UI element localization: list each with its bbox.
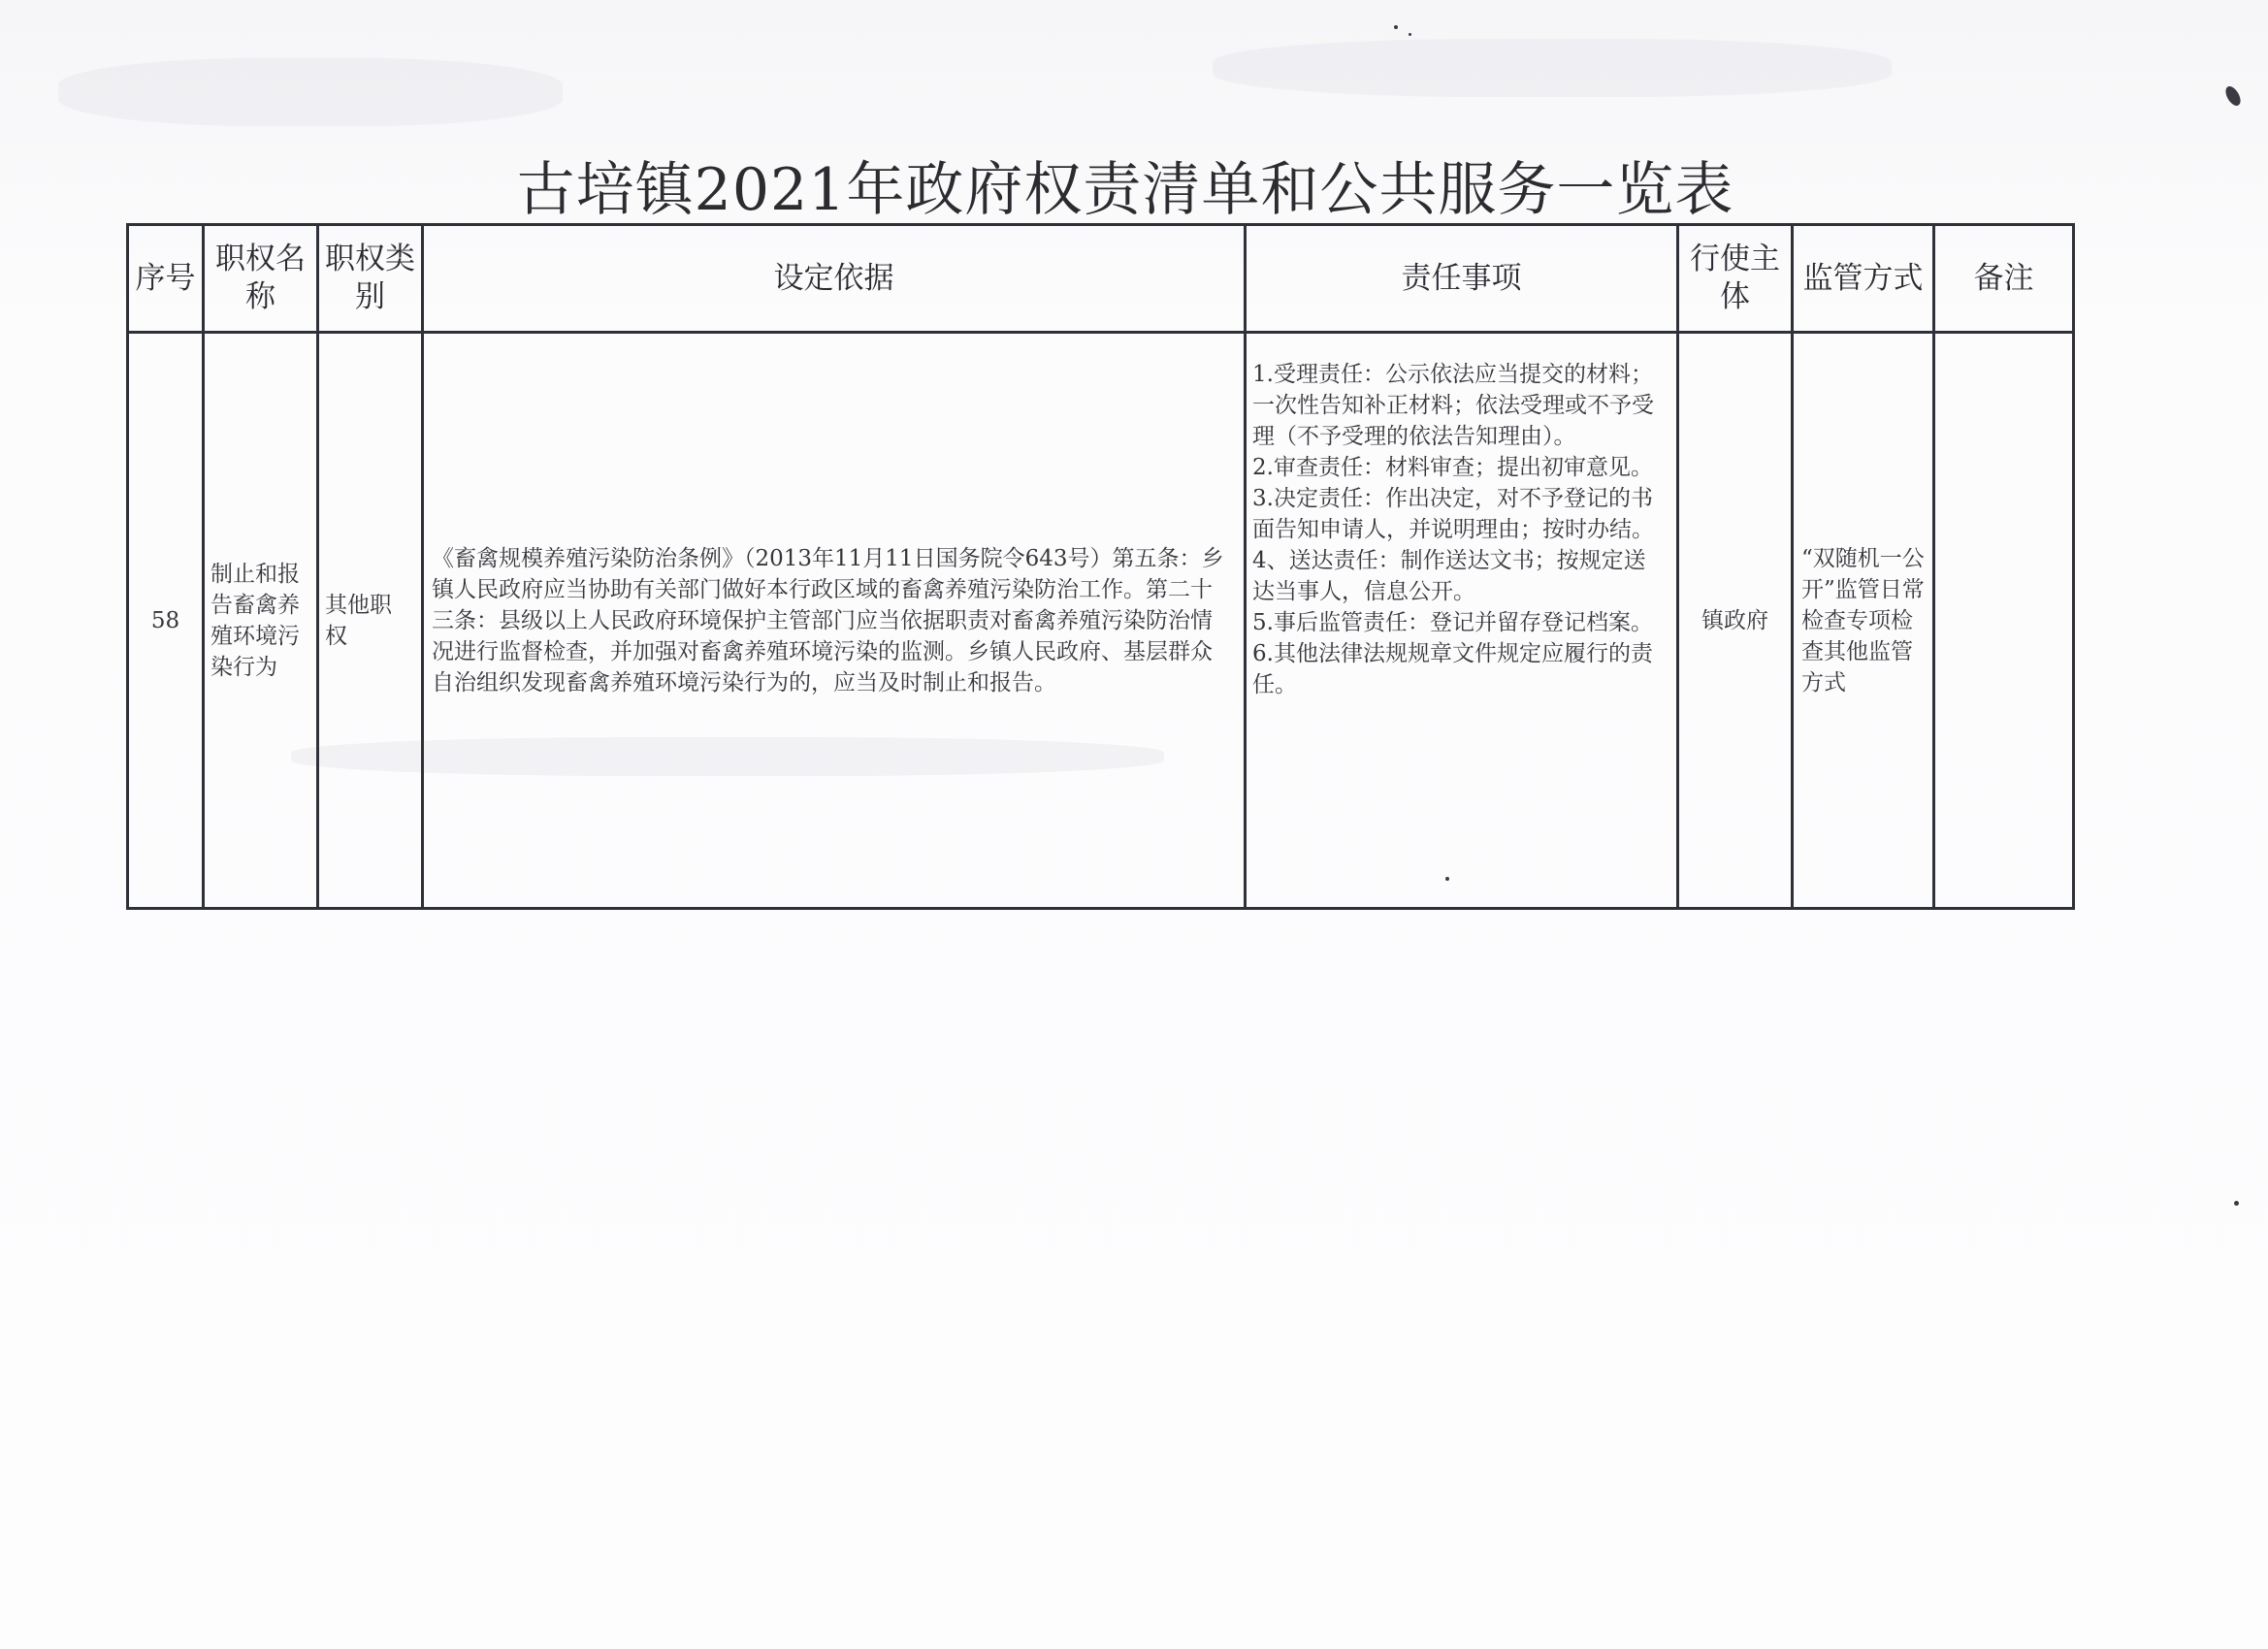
cell-name: 制止和报告畜禽养殖环境污染行为 xyxy=(204,333,318,909)
table-header-row xyxy=(128,225,2074,333)
cell-subject: 镇政府 xyxy=(1678,333,1793,909)
cell-remarks xyxy=(1934,333,2074,909)
cell-basis xyxy=(423,333,1246,909)
header-basis: 设定依据 xyxy=(423,225,1246,333)
header-supervision: 监管方式 xyxy=(1793,225,1934,333)
duty-item: 6.其他法律法规规章文件规定应履行的责任。 xyxy=(1252,641,1653,697)
duty-item: 5.事后监管责任：登记并留存登记档案。 xyxy=(1252,610,1653,635)
header-remarks: 备注 xyxy=(1934,225,2074,333)
cell-seq: 58 xyxy=(128,333,204,909)
responsibility-table xyxy=(126,223,2075,910)
basis-text: 《畜禽规模养殖污染防治条例》（2013年11月11日国务院令643号）第五条：乡镇人民政府应当协助有关部门做好本行政区域的畜禽养殖污染防治工作。第二十三条：县级以上人民政府环境保护主管部门应当依据职责对畜禽养殖污染防治情况进行监督检查，并加强对畜禽养殖环境污染的监测。乡镇人民政府、基层群众自治组织发现畜禽养殖环境污染行为的，应当及时制止和报告。 xyxy=(432,545,1224,695)
scan-smudge xyxy=(58,58,563,126)
scan-speck xyxy=(2234,1201,2239,1206)
cell-type: 其他职权 xyxy=(318,333,423,909)
duty-item: 4、送达责任：制作送达文书；按规定送达当事人，信息公开。 xyxy=(1252,548,1646,604)
document-title: 古培镇2021年政府权责清单和公共服务一览表 xyxy=(516,156,1734,224)
duty-item: 3.决定责任：作出决定，对不予登记的书面告知申请人，并说明理由；按时办结。 xyxy=(1252,486,1654,542)
duty-item: 2.审查责任：材料审查；提出初审意见。 xyxy=(1252,455,1653,480)
scan-speck xyxy=(1409,33,1411,36)
scan-smudge xyxy=(1213,39,1892,97)
duty-item: 1.受理责任：公示依法应当提交的材料；一次性告知补正材料；依法受理或不予受理（不予受理的依法告知理由）。 xyxy=(1252,362,1654,449)
header-subject: 行使主体 xyxy=(1678,225,1793,333)
scan-speck xyxy=(1394,25,1398,29)
cell-duty xyxy=(1246,333,1678,909)
scan-speck xyxy=(2222,83,2243,108)
header-type: 职权类别 xyxy=(318,225,423,333)
cell-supervision: “双随机一公开”监管日常检查专项检查其他监管方式 xyxy=(1793,333,1934,909)
header-seq: 序号 xyxy=(128,225,204,333)
table-row xyxy=(128,333,2074,909)
header-name: 职权名称 xyxy=(204,225,318,333)
header-duty: 责任事项 xyxy=(1246,225,1678,333)
